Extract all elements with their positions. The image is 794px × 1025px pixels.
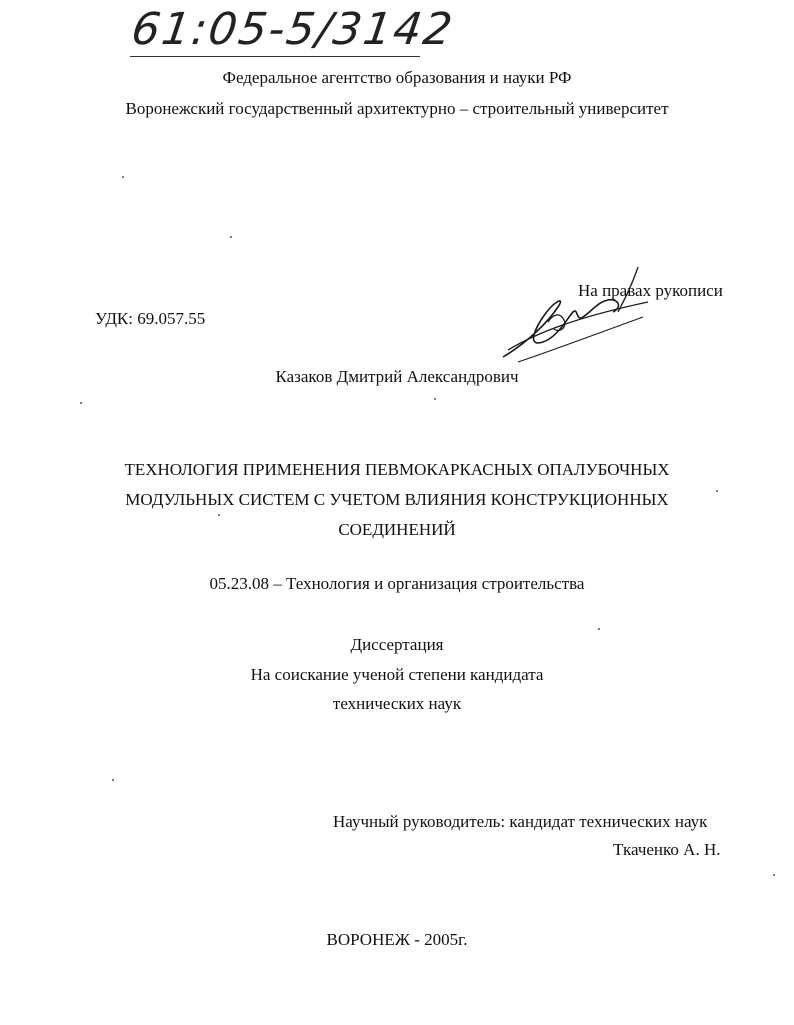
signature-icon <box>498 262 658 372</box>
scan-speck <box>218 514 220 516</box>
title-line: СОЕДИНЕНИЙ <box>338 520 456 539</box>
shelfmark-underline <box>130 56 420 57</box>
title-line: МОДУЛЬНЫХ СИСТЕМ С УЧЕТОМ ВЛИЯНИЯ КОНСТРУКЦИОННЫХ <box>125 490 669 509</box>
scan-speck <box>434 398 436 400</box>
scan-speck <box>773 874 775 876</box>
specialty-code: 05.23.08 – Технология и организация строительства <box>209 574 585 593</box>
scan-speck <box>716 490 718 492</box>
degree-line-1: На соискание ученой степени кандидата <box>250 665 544 684</box>
scan-speck <box>122 176 124 178</box>
degree-line-2: технических наук <box>332 694 462 713</box>
rights-note: На правах рукописи <box>578 281 723 300</box>
scan-speck <box>598 628 600 630</box>
document-type: Диссертация <box>350 635 444 654</box>
handwritten-shelfmark: 61:05-5/3142 <box>128 4 458 55</box>
agency-name: Федеральное агентство образования и науки РФ <box>222 68 572 87</box>
scan-speck <box>230 236 232 238</box>
advisor-label: Научный руководитель: кандидат технических наук <box>333 812 708 831</box>
title-line: ТЕХНОЛОГИЯ ПРИМЕНЕНИЯ ПЕВМОКАРКАСНЫХ ОПАЛУБОЧНЫХ <box>124 460 670 479</box>
udk-code: УДК: 69.057.55 <box>95 309 206 328</box>
scan-speck <box>112 779 114 781</box>
author-name: Казаков Дмитрий Александрович <box>275 367 519 386</box>
university-name: Воронежский государственный архитектурно – строительный университет <box>125 99 669 118</box>
scan-speck <box>80 402 82 404</box>
advisor-name: Ткаченко А. Н. <box>613 840 721 859</box>
dissertation-title <box>0 455 794 545</box>
city-year: ВОРОНЕЖ - 2005г. <box>326 930 468 949</box>
